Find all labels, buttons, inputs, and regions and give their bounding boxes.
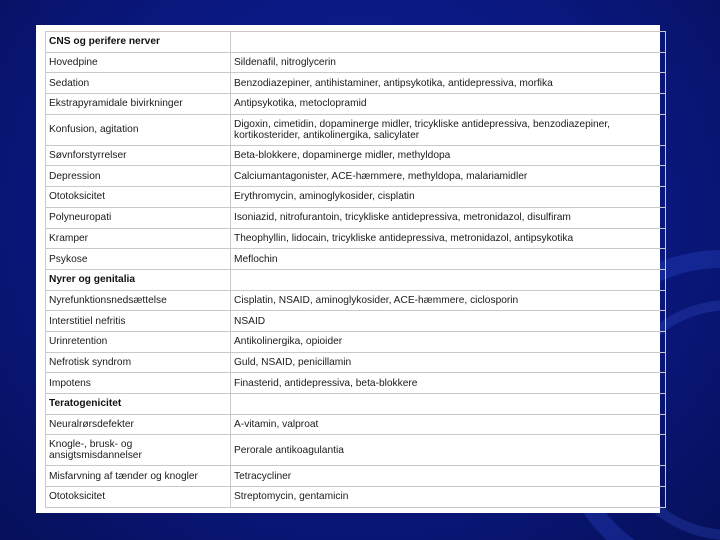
section-title: Nyrer og genitalia <box>46 269 231 290</box>
condition-cell: Konfusion, agitation <box>46 114 231 145</box>
section-header-row <box>46 394 666 415</box>
drugs-cell: Digoxin, cimetidin, dopaminerge midler, tricykliske antidepressiva, benzodiazepiner, kortikosterider, antikolinergika, salicylater <box>231 114 666 145</box>
drugs-cell: Benzodiazepiner, antihistaminer, antipsykotika, antidepressiva, morfika <box>231 73 666 94</box>
table-row <box>46 249 666 270</box>
drugs-cell: Antipsykotika, metoclopramid <box>231 94 666 115</box>
drugs-cell: Isoniazid, nitrofurantoin, tricykliske antidepressiva, metronidazol, disulfiram <box>231 207 666 228</box>
condition-cell: Depression <box>46 166 231 187</box>
side-effects-table <box>45 31 666 508</box>
table-row <box>46 373 666 394</box>
table-row <box>46 228 666 249</box>
section-title: CNS og perifere nerver <box>46 32 231 53</box>
table-row <box>46 487 666 508</box>
table-row <box>46 290 666 311</box>
condition-cell: Urinretention <box>46 331 231 352</box>
drugs-cell: Erythromycin, aminoglykosider, cisplatin <box>231 187 666 208</box>
table-row <box>46 352 666 373</box>
section-title-empty-cell <box>231 394 666 415</box>
table-row <box>46 166 666 187</box>
condition-cell: Misfarvning af tænder og knogler <box>46 466 231 487</box>
condition-cell: Impotens <box>46 373 231 394</box>
drug-side-effects-table <box>36 25 660 513</box>
condition-cell: Ekstrapyramidale bivirkninger <box>46 94 231 115</box>
drugs-cell: Perorale antikoagulantia <box>231 435 666 466</box>
table-row <box>46 94 666 115</box>
condition-cell: Sedation <box>46 73 231 94</box>
condition-cell: Polyneuropati <box>46 207 231 228</box>
table-row <box>46 187 666 208</box>
condition-cell: Interstitiel nefritis <box>46 311 231 332</box>
drugs-cell: Beta-blokkere, dopaminerge midler, methyldopa <box>231 145 666 166</box>
drugs-cell: Theophyllin, lidocain, tricykliske antidepressiva, metronidazol, antipsykotika <box>231 228 666 249</box>
section-header-row <box>46 269 666 290</box>
section-title-empty-cell <box>231 32 666 53</box>
drugs-cell: Tetracycliner <box>231 466 666 487</box>
drugs-cell: Antikolinergika, opioider <box>231 331 666 352</box>
condition-cell: Knogle-, brusk- og ansigtsmisdannelser <box>46 435 231 466</box>
condition-cell: Nyrefunktionsnedsættelse <box>46 290 231 311</box>
table-row <box>46 435 666 466</box>
table-row <box>46 466 666 487</box>
condition-cell: Neuralrørsdefekter <box>46 414 231 435</box>
drugs-cell: A-vitamin, valproat <box>231 414 666 435</box>
table-row <box>46 414 666 435</box>
drugs-cell: Meflochin <box>231 249 666 270</box>
drugs-cell: Streptomycin, gentamicin <box>231 487 666 508</box>
condition-cell: Psykose <box>46 249 231 270</box>
table-row <box>46 145 666 166</box>
section-title: Teratogenicitet <box>46 394 231 415</box>
drugs-cell: Finasterid, antidepressiva, beta-blokkere <box>231 373 666 394</box>
condition-cell: Kramper <box>46 228 231 249</box>
table-row <box>46 311 666 332</box>
section-title-empty-cell <box>231 269 666 290</box>
table-row <box>46 114 666 145</box>
drugs-cell: Cisplatin, NSAID, aminoglykosider, ACE-hæmmere, ciclosporin <box>231 290 666 311</box>
drugs-cell: Guld, NSAID, penicillamin <box>231 352 666 373</box>
condition-cell: Nefrotisk syndrom <box>46 352 231 373</box>
condition-cell: Ototoksicitet <box>46 487 231 508</box>
section-header-row <box>46 32 666 53</box>
condition-cell: Søvnforstyrrelser <box>46 145 231 166</box>
drugs-cell: Calciumantagonister, ACE-hæmmere, methyldopa, malariamidler <box>231 166 666 187</box>
table-body <box>46 32 666 508</box>
table-row <box>46 73 666 94</box>
drugs-cell: NSAID <box>231 311 666 332</box>
table-row <box>46 207 666 228</box>
condition-cell: Ototoksicitet <box>46 187 231 208</box>
table-row <box>46 331 666 352</box>
drugs-cell: Sildenafil, nitroglycerin <box>231 52 666 73</box>
table-row <box>46 52 666 73</box>
condition-cell: Hovedpine <box>46 52 231 73</box>
